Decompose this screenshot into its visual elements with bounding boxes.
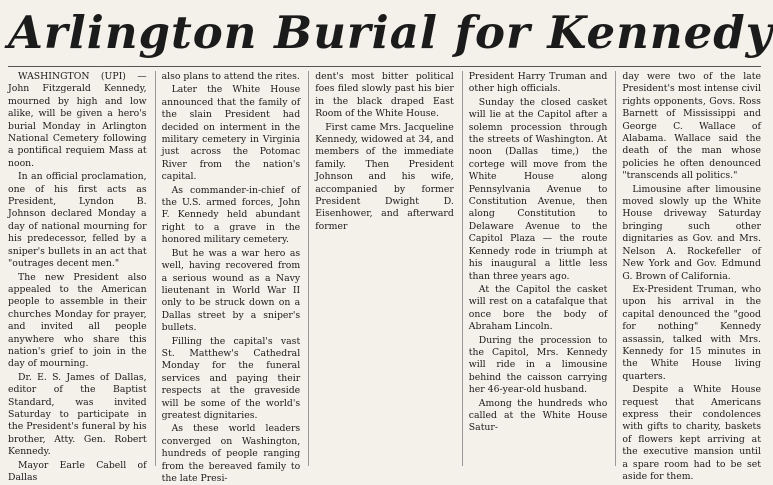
paragraph: President Harry Truman and other high officials.: [468, 71, 608, 95]
paragraph: But he was a war hero as well, having recovered from a serious wound as a Navy lieutenant in World War II only to be struck down on a Dallas street by a sniper's bullets.: [161, 247, 301, 334]
paragraph: dent's most bitter political foes filed slowly past his bier in the black draped East Room of the White House.: [315, 71, 454, 120]
paragraph: As commander-in-chief of the U.S. armed forces, John F. Kennedy held abundant right to a grave in the honored military cemetery.: [161, 184, 301, 246]
column-1: [8, 71, 147, 483]
paragraph: also plans to attend the rites.: [161, 71, 300, 82]
paragraph: During the procession to the Capitol, Mrs. Kennedy will ride in a limousine behind the caisson carrying her 46-year-old husband.: [468, 334, 608, 396]
column-3: [308, 71, 454, 466]
column-2: [155, 71, 301, 484]
paragraph: Later the White House announced that the family of the slain President had decided on interment in the military cemetery in Virginia just across the Potomac River from the nation's capital.: [161, 84, 301, 183]
article-columns: [8, 71, 761, 484]
paragraph: WASHINGTON (UPI) — John Fitzgerald Kennedy, mourned by high and low alike, will be given a hero's burial Monday in Arlington National Cemetery following a pontifical requiem Mass at noon.: [8, 71, 147, 169]
paragraph: At the Capitol the casket will rest on a catafalque that once bore the body of Abraham Lincoln.: [468, 283, 608, 333]
paragraph: Ex-President Truman, who upon his arrival in the capital denounced the "good for nothing" Kennedy assassin, talked with Mrs. Kennedy for 15 minutes in the White House living quarters.: [622, 283, 761, 382]
paragraph: Sunday the closed casket will lie at the Capitol after a solemn procession through the streets of Washington. At noon (Dallas time,) the cortege will move from the White House along Pennsylvania Avenue to Constitution Avenue, then along Constitution to Delaware Avenue to the Capitol Plaza — the route Kennedy rode in triumph at his inaugural a little less than three years ago.: [468, 96, 608, 282]
column-5: [615, 71, 761, 482]
paragraph: In an official proclamation, one of his first acts as President, Lyndon B. Johnson declared Monday a day of national mourning for his predecessor, felled by a sniper's bullets in an act that "outrages decent men.": [8, 171, 147, 270]
headline-rule: [8, 66, 761, 67]
paragraph: Despite a White House request that Americans express their condolences with gifts to charity, baskets of flowers kept arriving at the executive mansion until a spare room had to be set aside for them.: [622, 384, 761, 482]
paragraph: Mayor Earle Cabell of Dallas: [8, 459, 147, 483]
paragraph: Dr. E. S. James of Dallas, editor of the Baptist Standard, was invited Saturday to participate in the President's funeral by his brother, Atty. Gen. Robert Kennedy.: [8, 371, 147, 458]
paragraph: First came Mrs. Jacqueline Kennedy, widowed at 34, and members of the immediate family. Then President Johnson and his wife, accompanied by former President Dwight D. Eisenhower, and afterward former: [315, 121, 454, 232]
paragraph: Limousine after limousine moved slowly up the White House driveway Saturday bringing such other dignitaries as Gov. and Mrs. Nelson A. Rockefeller of New York and Gov. Edmund G. Brown of California.: [622, 183, 761, 282]
column-4: [462, 71, 608, 466]
paragraph: As these world leaders converged on Washington, hundreds of people ranging from the bereaved family to the late Presi-: [161, 423, 301, 484]
paragraph: The new President also appealed to the American people to assemble in their churches Monday for prayer, and invited all people anywhere who share this nation's grief to join in the day of mourning.: [8, 271, 147, 370]
headline: Arlington Burial for Kennedy: [8, 6, 773, 59]
paragraph: Among the hundreds who called at the White House Satur-: [468, 397, 608, 434]
paragraph: Filling the capital's vast St. Matthew's Cathedral Monday for the funeral services and paying their respects at the graveside will be some of the world's greatest dignitaries.: [161, 335, 301, 421]
paragraph: day were two of the late President's most intense civil rights opponents, Govs. Ross Barnett of Mississippi and George C. Wallace of Alabama. Wallace said the death of the man whose policies he often denounced "transcends all politics.": [622, 71, 761, 182]
